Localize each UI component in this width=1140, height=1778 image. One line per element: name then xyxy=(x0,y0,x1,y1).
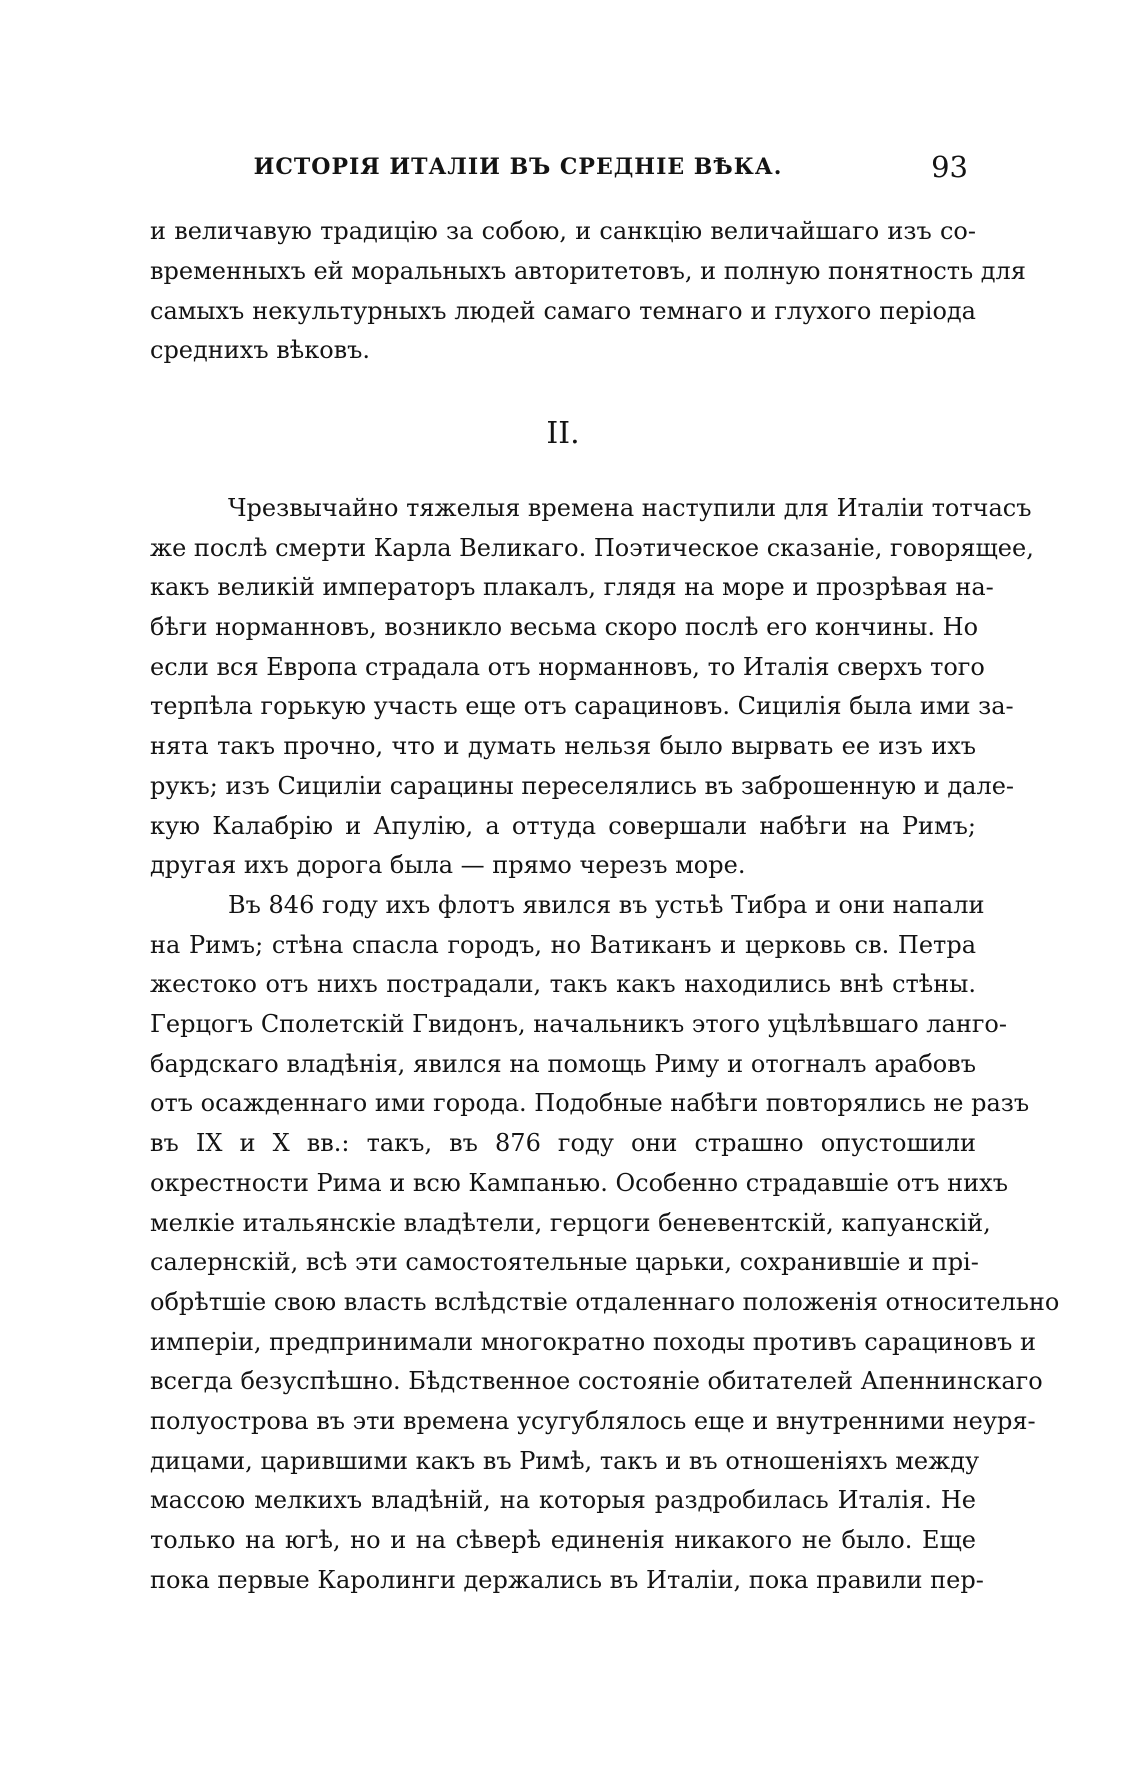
text-line: Чрезвычайно тяжелыя времена наступили для Италіи тотчасъ xyxy=(228,494,1032,522)
text-line: пока первые Каролинги держались въ Италіи, пока правили пер- xyxy=(150,1565,984,1594)
text-line: отъ осажденнаго ими города. Подобные набѣги повторялись не разъ xyxy=(150,1089,1030,1118)
text-line: если вся Европа страдала отъ норманновъ, то Италія сверхъ того xyxy=(150,652,985,681)
page-number: 93 xyxy=(931,150,968,184)
text-line: массою мелкихъ владѣній, на которыя раздробилась Италія. Не xyxy=(150,1486,976,1515)
paragraph-1 xyxy=(150,489,1034,886)
text-line: кую Калабрію и Апулію, а оттуда совершали набѣги на Римъ; xyxy=(150,811,976,840)
text-line: какъ великій императоръ плакалъ, глядя на море и прозрѣвая на- xyxy=(150,573,994,602)
intro-paragraph xyxy=(150,212,1026,371)
text-line: нята такъ прочно, что и думать нельзя было вырвать ее изъ ихъ xyxy=(150,732,976,761)
text-line: въ IX и X вв.: такъ, въ 876 году они страшно опустошили xyxy=(150,1129,976,1158)
section-heading: II. xyxy=(546,416,580,451)
text-line: мелкіе итальянскіе владѣтели, герцоги беневентскій, капуанскій, xyxy=(150,1208,991,1237)
text-line: имперіи, предпринимали многократно походы противъ сарациновъ и xyxy=(150,1327,1036,1356)
text-line: Въ 846 году ихъ флотъ явился въ устьѣ Тибра и они напали xyxy=(228,891,985,919)
text-line: на Римъ; стѣна спасла городъ, но Ватиканъ и церковь св. Петра xyxy=(150,930,976,959)
text-line: же послѣ смерти Карла Великаго. Поэтическое сказаніе, говорящее, xyxy=(150,533,1034,562)
text-line: терпѣла горькую участь еще отъ сарациновъ. Сицилія была ими за- xyxy=(150,692,1014,721)
text-line: рукъ; изъ Сициліи сарацины переселялись въ заброшенную и дале- xyxy=(150,771,1015,800)
text-line: салернскій, всѣ эти самостоятельные царьки, сохранившіе и прі- xyxy=(150,1248,979,1277)
text-line: временныхъ ей моральныхъ авторитетовъ, и полную понятность для xyxy=(150,256,1026,285)
text-line: бардскаго владѣнія, явился на помощь Риму и отогналъ арабовъ xyxy=(150,1049,976,1078)
text-line: жестоко отъ нихъ пострадали, такъ какъ находились внѣ стѣны. xyxy=(150,970,976,999)
text-line: бѣги норманновъ, возникло весьма скоро послѣ его кончины. Но xyxy=(150,613,979,642)
text-line: дицами, царившими какъ въ Римѣ, такъ и въ отношеніяхъ между xyxy=(150,1446,980,1475)
running-title: ИСТОРІЯ ИТАЛІИ ВЪ СРЕДНІЕ ВѢКА. xyxy=(253,154,783,180)
text-line: среднихъ вѣковъ. xyxy=(150,336,371,365)
paragraph-2 xyxy=(150,886,1060,1600)
text-line: окрестности Рима и всю Кампанью. Особенно страдавшіе отъ нихъ xyxy=(150,1168,1008,1197)
text-line: и величавую традицію за собою, и санкцію величайшаго изъ со- xyxy=(150,217,976,245)
text-line: другая ихъ дорога была — прямо черезъ море. xyxy=(150,851,746,880)
text-line: Герцогъ Сполетскій Гвидонъ, начальникъ этого уцѣлѣвшаго ланго- xyxy=(150,1010,1007,1039)
text-line: самыхъ некультурныхъ людей самаго темнаго и глухого періода xyxy=(150,296,976,325)
text-line: только на югѣ, но и на сѣверѣ единенія никакого не было. Еще xyxy=(150,1526,976,1554)
text-line: обрѣтшіе свою власть вслѣдствіе отдаленнаго положенія относительно xyxy=(150,1287,1060,1316)
text-line: всегда безуспѣшно. Бѣдственное состояніе обитателей Апеннинскаго xyxy=(150,1367,1043,1396)
running-head xyxy=(150,150,976,186)
text-line: полуострова въ эти времена усугублялось еще и внутренними неуря- xyxy=(150,1406,1036,1435)
